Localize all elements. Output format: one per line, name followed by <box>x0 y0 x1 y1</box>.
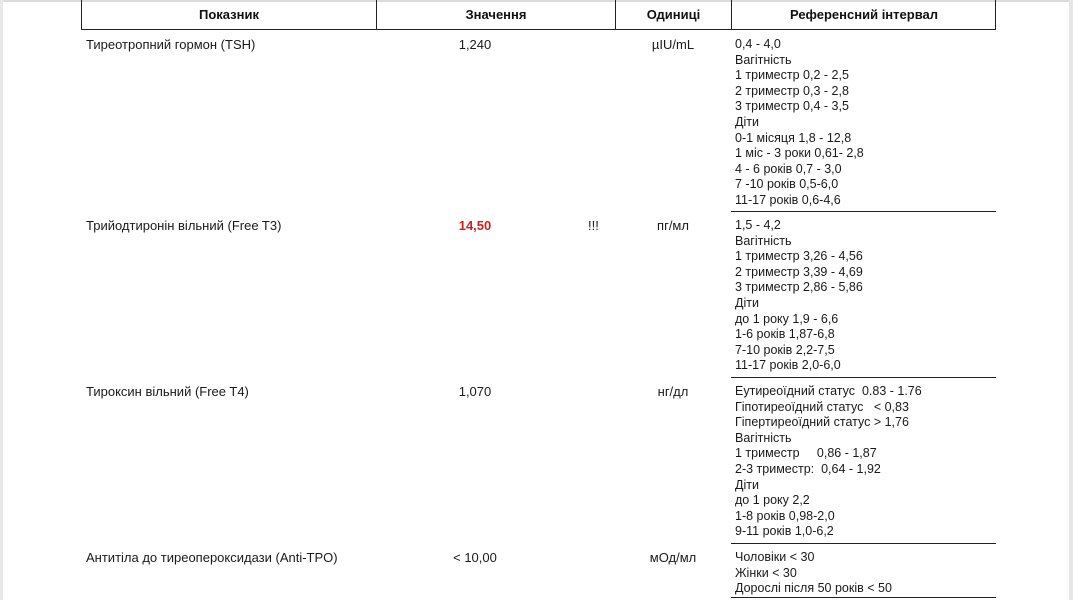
reference-line: Діти <box>735 114 759 129</box>
unit: пг/мл <box>657 218 689 233</box>
unit: µIU/mL <box>651 37 695 52</box>
reference-line: 7 -10 років 0,5-6,0 <box>735 177 839 192</box>
reference-line: 11-17 років 0,6-4,6 <box>735 192 841 207</box>
scan-left-edge <box>0 0 3 600</box>
reference-line: 7-10 років 2,2-7,5 <box>735 342 835 357</box>
reference-line: Еутиреоїдний статус 0.83 - 1.76 <box>735 384 922 398</box>
reference-line: Вагітність <box>735 430 792 445</box>
header-units: Одиниці <box>646 7 701 22</box>
reference-line: 0-1 місяця 1,8 - 12,8 <box>735 130 852 145</box>
reference-interval <box>735 384 997 540</box>
reference-line: до 1 року 1,9 - 6,6 <box>735 311 839 326</box>
reference-line: Дорослі після 50 років < 50 <box>735 581 892 596</box>
reference-line: 1 триместр 0,86 - 1,87 <box>735 446 877 461</box>
reference-interval <box>735 37 997 209</box>
reference-interval <box>735 550 997 597</box>
header-indicator: Показник <box>199 7 259 22</box>
reference-line: 2 триместр 0,3 - 2,8 <box>735 83 849 98</box>
reference-line: Гіпотиреоїдний статус < 0,83 <box>735 399 909 414</box>
reference-line: 1-6 років 1,87-6,8 <box>735 327 835 342</box>
result-value: 1,240 <box>458 37 492 52</box>
table-header <box>81 0 996 30</box>
reference-line: 3 триместр 0,4 - 3,5 <box>735 99 849 114</box>
reference-line: 1 триместр 0,2 - 2,5 <box>735 68 849 83</box>
header-value: Значення <box>465 7 527 22</box>
indicator-name: Трийодтиронін вільний (Free T3) <box>86 218 282 233</box>
indicator-name: Тиреотропний гормон (TSH) <box>86 37 256 52</box>
reference-line: 2-3 триместр: 0,64 - 1,92 <box>735 461 881 476</box>
reference-line: Жінки < 30 <box>735 565 797 580</box>
indicator-name: Тироксин вільний (Free T4) <box>86 384 249 399</box>
row-separator <box>731 597 996 598</box>
row-separator <box>731 211 996 212</box>
reference-line: 1 міс - 3 роки 0,61- 2,8 <box>735 146 864 161</box>
reference-line: 11-17 років 2,0-6,0 <box>735 358 841 373</box>
result-value: < 10,00 <box>453 550 497 565</box>
result-value-abnormal: 14,50 <box>458 218 492 233</box>
reference-line: 3 триместр 2,86 - 5,86 <box>735 280 863 295</box>
reference-line: 2 триместр 3,39 - 4,69 <box>735 264 863 279</box>
reference-line: Чоловіки < 30 <box>735 550 815 564</box>
row-separator <box>731 543 996 544</box>
reference-line: 1-8 років 0,98-2,0 <box>735 508 835 523</box>
unit: мОд/мл <box>649 550 697 565</box>
abnormal-flag: !!! <box>588 218 599 233</box>
reference-line: Вагітність <box>735 52 792 67</box>
scan-right-edge <box>1069 0 1073 600</box>
row-separator <box>731 377 996 378</box>
unit: нг/дл <box>657 384 689 399</box>
reference-line: Вагітність <box>735 233 792 248</box>
reference-line: 0,4 - 4,0 <box>735 37 781 51</box>
header-reference: Референсний інтервал <box>789 7 939 22</box>
reference-line: 9-11 років 1,0-6,2 <box>735 524 834 539</box>
reference-line: 4 - 6 років 0,7 - 3,0 <box>735 161 842 176</box>
reference-interval <box>735 218 997 374</box>
reference-line: 1 триместр 3,26 - 4,56 <box>735 249 863 264</box>
result-value: 1,070 <box>458 384 492 399</box>
indicator-name: Антитіла до тиреопероксидази (Anti-TPO) <box>86 550 338 565</box>
reference-line: Діти <box>735 295 759 310</box>
reference-line: Діти <box>735 477 759 492</box>
reference-line: 1,5 - 4,2 <box>735 218 781 232</box>
reference-line: до 1 року 2,2 <box>735 493 810 508</box>
reference-line: Гіпертиреоїдний статус > 1,76 <box>735 415 909 430</box>
